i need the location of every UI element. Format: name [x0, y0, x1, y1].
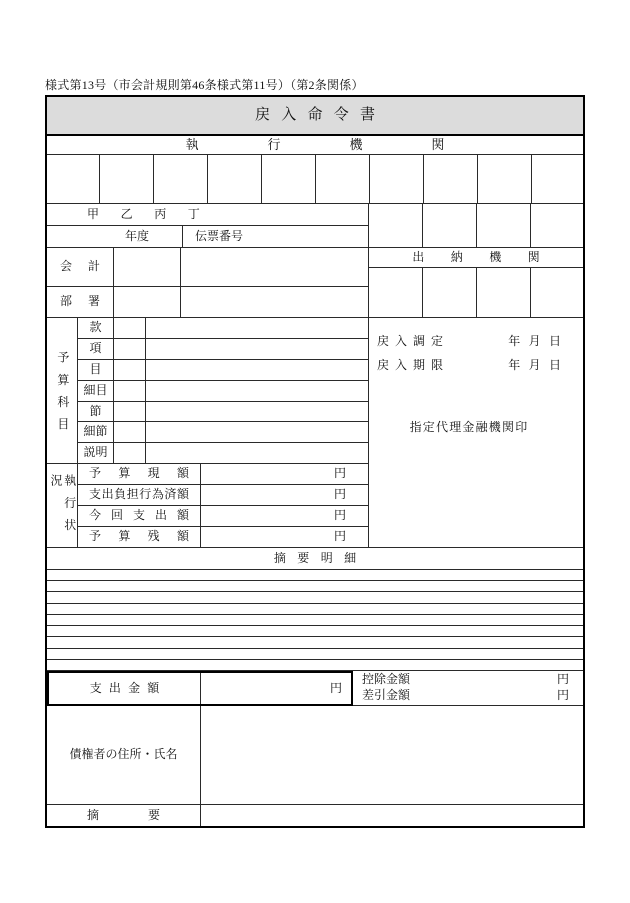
summary-detail-row [47, 637, 583, 648]
budget-row-label: 節 [77, 402, 113, 422]
budget-name-cell [145, 318, 368, 339]
remarks-cell [200, 805, 583, 826]
budget-remaining-label-text: 予算残額 [89, 529, 189, 544]
budget-code-cell [113, 381, 145, 402]
summary-detail-row [47, 592, 583, 603]
budget-row-label: 細節 [77, 422, 113, 443]
department-code-cell [113, 287, 180, 318]
yen-unit: 円 [329, 680, 342, 695]
department-label [47, 287, 113, 318]
department-name-cell [180, 287, 368, 318]
return-assessment-line [377, 334, 570, 349]
slip-number-label: 伝票番号 [182, 226, 368, 248]
account-label-text: 会計 [60, 259, 100, 274]
execution-seal-cell [531, 155, 583, 204]
expenditure-burden-completed-label-text: 支出負担行為済額 [89, 487, 189, 502]
form-title: 戻入命令書 [47, 97, 583, 136]
budget-code-cell [113, 360, 145, 381]
budget-code-cell [113, 422, 145, 443]
execution-seal-cell [423, 155, 477, 204]
summary-detail-row [47, 604, 583, 615]
execution-seal-cell [99, 155, 153, 204]
payout-seal-cell [530, 204, 583, 248]
payout-organ-header: 出納機関 [368, 248, 583, 268]
budget-current-amount-label-text: 予算現額 [89, 466, 189, 481]
execution-seal-cell [261, 155, 315, 204]
return-assessment-date: 年月日 [508, 334, 570, 348]
creditor-address-name-cell [200, 706, 583, 805]
budget-current-amount-label [77, 464, 200, 485]
payout-seal-cell [476, 204, 530, 248]
deduction-net-cell [353, 671, 583, 706]
execution-seal-cell [207, 155, 261, 204]
payout-seal-cell [368, 268, 422, 318]
deduction-label: 控除金額 [362, 672, 411, 687]
budget-code-cell [113, 318, 145, 339]
budget-name-cell [145, 422, 368, 443]
current-expenditure-label-text: 今回支出額 [89, 508, 189, 523]
account-code-cell [113, 248, 180, 287]
payout-seal-cell [476, 268, 530, 318]
budget-name-cell [145, 443, 368, 464]
execution-seal-cell [315, 155, 369, 204]
payout-seal-cell [530, 268, 583, 318]
summary-detail-row [47, 615, 583, 626]
execution-seal-cell [369, 155, 423, 204]
expenditure-burden-completed-cell [200, 485, 368, 506]
current-expenditure-cell [200, 506, 368, 527]
payment-amount-cell [200, 673, 351, 704]
summary-detail-header: 摘要明細 [47, 548, 583, 570]
designated-agent-bank-seal-label: 指定代理金融機関印 [409, 420, 529, 434]
budget-section-vertical-label: 予算科目 [47, 318, 77, 464]
budget-remaining-cell [200, 527, 368, 548]
execution-seal-cell [477, 155, 531, 204]
current-expenditure-label [77, 506, 200, 527]
yen-unit: 円 [333, 529, 346, 544]
copy-marks: 甲乙丙丁 [47, 204, 368, 226]
summary-detail-rows [47, 570, 583, 671]
execution-seal-cell [153, 155, 207, 204]
budget-row-label: 目 [77, 360, 113, 381]
yen-unit: 円 [556, 672, 569, 687]
budget-code-cell [113, 443, 145, 464]
account-label [47, 248, 113, 287]
return-info-area [368, 318, 583, 548]
budget-row-label: 説明 [77, 443, 113, 464]
yen-unit: 円 [333, 487, 346, 502]
remarks-label [47, 805, 200, 826]
return-assessment-label: 戻入調定 [377, 334, 450, 348]
budget-row-label: 項 [77, 339, 113, 360]
budget-current-amount-cell [200, 464, 368, 485]
payout-seal-cell [368, 204, 422, 248]
summary-detail-row [47, 660, 583, 671]
execution-status-vertical-label: 執行状況 [47, 464, 77, 548]
budget-name-cell [145, 360, 368, 381]
expenditure-burden-completed-label [77, 485, 200, 506]
budget-name-cell [145, 339, 368, 360]
return-order-form [45, 95, 585, 828]
execution-seal-cell [47, 155, 99, 204]
yen-unit: 円 [556, 688, 569, 702]
budget-remaining-label [77, 527, 200, 548]
budget-name-cell [145, 381, 368, 402]
summary-detail-row [47, 581, 583, 592]
summary-detail-row [47, 570, 583, 581]
budget-row-label: 款 [77, 318, 113, 339]
budget-code-cell [113, 402, 145, 422]
creditor-address-name-label: 債権者の住所・氏名 [47, 706, 200, 805]
return-deadline-label: 戻入期限 [377, 358, 450, 372]
payment-amount-label: 支出金額 [89, 680, 167, 695]
summary-detail-row [47, 649, 583, 660]
remarks-label-text: 摘要 [87, 807, 160, 822]
deduction-row [362, 673, 569, 687]
summary-detail-row [47, 626, 583, 637]
payout-seal-cell [422, 268, 476, 318]
department-label-text: 部署 [60, 294, 100, 309]
form-number-note: 様式第13号（市会計規則第46条様式第11号）（第2条関係） [45, 78, 364, 92]
yen-unit: 円 [333, 508, 346, 523]
payment-amount-box [47, 671, 353, 706]
fiscal-year-label: 年度 [47, 226, 182, 248]
account-name-cell [180, 248, 368, 287]
budget-name-cell [145, 402, 368, 422]
return-deadline-line [377, 358, 570, 373]
payout-seal-cell [422, 204, 476, 248]
budget-code-cell [113, 339, 145, 360]
net-amount-label: 差引金額 [362, 688, 411, 702]
return-deadline-date: 年月日 [508, 358, 570, 372]
yen-unit: 円 [333, 466, 346, 481]
net-amount-row [362, 689, 569, 703]
budget-row-label: 細目 [77, 381, 113, 402]
execution-organ-header: 執行機関 [47, 136, 583, 155]
